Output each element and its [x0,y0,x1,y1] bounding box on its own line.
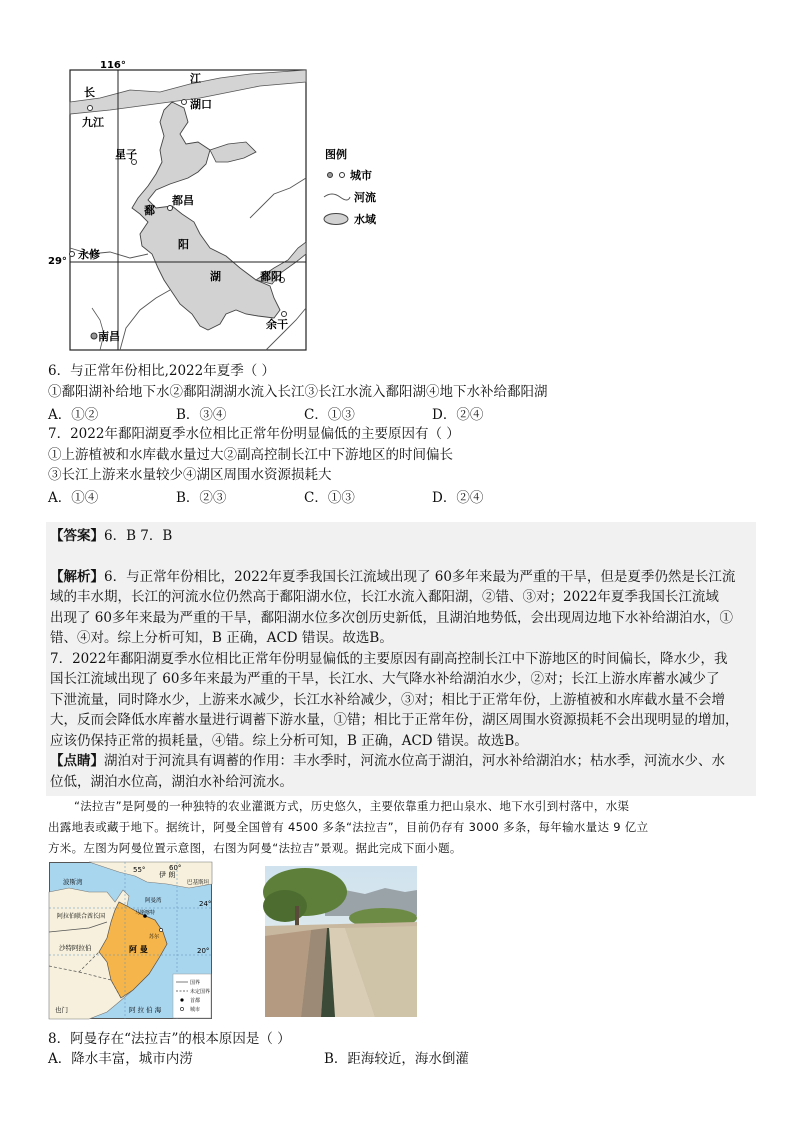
label-hu: 湖 [210,270,221,283]
q7-option-c[interactable]: C．①③ [304,490,355,506]
city-marker [88,106,93,111]
q8-option-b[interactable]: B．距海较近，海水倒灌 [324,1051,469,1067]
q7-options [48,486,560,506]
label-persian-gulf: 波斯湾 [63,878,83,886]
q7-option-a[interactable]: A．①④ [48,490,99,506]
photo-tree [263,890,307,922]
label-pakistan: 巴基斯坦 [187,880,210,886]
lon-label: 116° [100,60,126,71]
answer-text: 6．B 7．B [104,528,173,544]
label-duchang: 都昌 [172,194,194,207]
label-lat24: 24° [199,900,212,908]
tip-tag: 【点睛】 [50,753,104,769]
legend-city-symbol [180,1007,183,1010]
label-hukou: 湖口 [190,98,212,111]
legend-city: 城市 [190,1007,201,1013]
label-uae: 阿拉伯联合酋长国 [57,913,106,920]
analysis-line: 出现了 60多年来最为严重的干旱，鄱阳湖水位多次创历史新低，且湖泊地势低，会出现周边地下水补给湖泊水，① [50,609,733,626]
label-chang: 长 [84,86,95,99]
q6-items: ①鄱阳湖补给地下水②鄱阳湖湖水流入长江③长江水流入鄱阳湖④地下水补给鄱阳湖 [48,384,548,400]
capital-marker [91,333,97,339]
q8-stem: 8．阿曼存在“法拉吉”的根本原因是（ ） [48,1031,291,1047]
legend-city-symbol [340,173,345,178]
legend-capital-symbol [180,998,183,1001]
lat-label: 29° [48,256,67,267]
q6-option-d[interactable]: D．②④ [432,407,484,423]
label-jiujiang: 九江 [82,116,104,129]
q8-option-a[interactable]: A．降水丰富，城市内涝 [48,1051,193,1067]
city-marker [282,312,287,317]
legend-undetermined: 未定国界 [190,989,211,995]
city-marker [70,252,75,257]
answer-section [46,522,756,796]
legend-border: 国界 [190,980,201,986]
analysis-line: 域的丰水期，长江的河流水位仍然高于鄱阳湖水位，长江水流入鄱阳湖，②错、③对；2022年夏季我国长江流域 [50,589,719,605]
intro-paragraph [48,796,748,859]
legend-capital: 首都 [190,998,201,1004]
label-yang: 阳 [178,238,189,251]
analysis-tag: 【解析】 [50,568,104,585]
legend-city: 城市 [350,169,372,182]
intro-line: “法拉吉”是阿曼的一种独特的农业灌溉方式，历史悠久，主要依靠重力把山泉水、地下水引到村落中，水渠 [74,799,630,813]
label-poyang: 鄱阳 [260,270,282,283]
label-saudi: 沙特阿拉伯 [59,944,92,952]
city-marker [182,100,187,105]
label-iran: 伊 朗 [159,871,176,879]
legend-water: 水域 [354,213,376,226]
label-muscat: 马斯喀特 [135,910,156,916]
q7-stem: 7．2022年鄱阳湖夏季水位相比正常年份明显偏低的主要原因有（ ） [48,426,460,442]
falaj-photo [265,866,417,1017]
label-po: 鄱 [144,204,155,217]
q7-items-line1: ①上游植被和水库截水量过大②副高控制长江中下游地区的时间偏长 [48,447,453,463]
q6-option-c[interactable]: C．①③ [304,407,355,423]
legend-title: 图例 [325,148,347,161]
intro-line: 出露地表或藏于地下。据统计，阿曼全国曾有 4500 多条“法拉吉”，目前仍存有 3000 多条，每年输水量达 9 亿立 [48,820,649,834]
analysis-line: 下泄流量，同时降水少，上游来水减少，长江水补给减少，③对；相比于正常年份，上游植被和水库截水量不会增 [50,691,725,708]
analysis-line: 国长江流域出现了 60多年来最为严重的干旱，长江水、大气降水补给湖泊水少，②对；长江上游水库蓄水减少了 [50,671,720,687]
intro-line: 方米。左图为阿曼位置示意图，右图为阿曼“法拉吉”景观。据此完成下面小题。 [48,841,462,855]
q6-option-a[interactable]: A．①② [48,407,99,423]
label-lon60: 60° [169,864,182,872]
analysis-line: 7．2022年鄱阳湖夏季水位相比正常年份明显偏低的主要原因有副高控制长江中下游地区的时间偏长，降水少，我 [50,650,728,667]
legend-city-symbol [328,173,333,178]
label-oman: 阿 曼 [129,945,148,954]
q6-options [48,403,560,423]
analysis-line: 大，反而会降低水库蓄水量进行调蓄下游水量，①错；相比于正常年份，湖区周围水资源损耗不会出现明显的增加， [50,712,739,728]
label-lon55: 55° [133,866,146,874]
label-nanchang: 南昌 [98,330,120,343]
label-gulf-of-oman: 阿曼湾 [145,898,162,904]
tip-line: 湖泊对于河流具有调蓄的作用：丰水季时，河流水位高于湖泊，河水补给湖泊水；枯水季，河流水少、水 [104,753,725,769]
label-lat20: 20° [197,947,210,955]
city-marker [159,928,162,931]
label-yongxiu: 永修 [78,248,100,261]
label-xingzi: 星子 [115,148,137,161]
tip-line: 位低，湖泊水位高，湖泊水补给河流水。 [50,773,293,790]
label-yugan: 余干 [266,318,288,331]
map2-legend [173,974,211,1018]
analysis-line: 应该仍保持正常的损耗量，④错。综上分析可知，B 正确，ACD 错误。故选B。 [50,732,528,749]
map-legend [324,147,377,226]
label-yemen: 也门 [55,1006,68,1014]
q7-option-b[interactable]: B．②③ [176,490,227,506]
legend-river-symbol [324,194,350,200]
label-sur: 苏尔 [149,934,160,940]
legend-water-symbol [324,214,348,225]
legend-river: 河流 [354,191,376,204]
q6-stem: 6．与正常年份相比,2022年夏季（ ） [48,363,276,379]
poyang-lake-map [48,58,390,358]
answer-tag: 【答案】 [50,528,104,544]
q6-option-b[interactable]: B．③④ [176,407,227,423]
q7-option-d[interactable]: D．②④ [432,490,484,506]
q7-items-line2: ③长江上游来水量较少④湖区周围水资源损耗大 [48,467,332,483]
label-arabian-sea: 阿 拉 伯 海 [129,1006,162,1014]
analysis-line: 6．与正常年份相比，2022年夏季我国长江流域出现了 60多年来最为严重的干旱，但是夏季仍然是长江流 [104,568,736,585]
label-jiang: 江 [190,72,201,85]
oman-location-map [49,862,212,1019]
analysis-line: 错、④对。综上分析可知，B 正确，ACD 错误。故选B。 [50,630,393,646]
q8-options [48,1049,469,1069]
